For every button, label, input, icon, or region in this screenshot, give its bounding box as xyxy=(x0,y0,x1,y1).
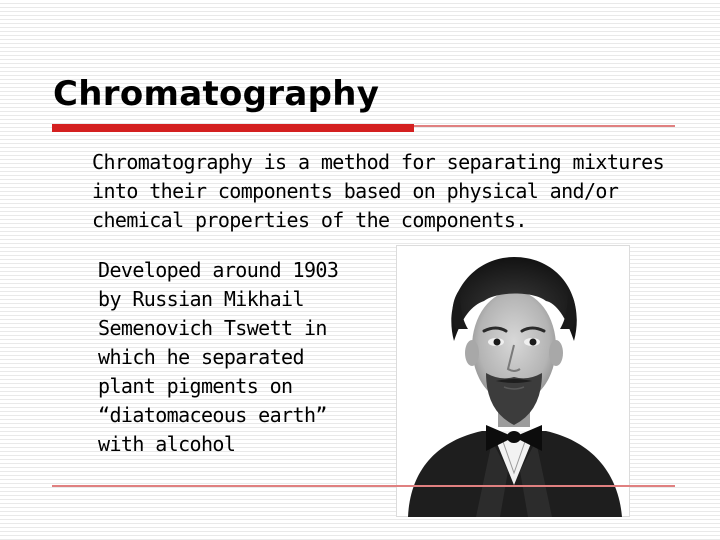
history-line: by Russian Mikhail xyxy=(98,287,304,311)
history-line: Developed around 1903 xyxy=(98,258,339,282)
portrait-photo xyxy=(396,245,630,517)
history-line: which he separated xyxy=(98,345,304,369)
history-line: Semenovich Tswett in xyxy=(98,316,327,340)
history-text xyxy=(98,256,398,459)
definition-text: Chromatography is a method for separating mixtures into their components based on physical and/or chemical properties of the components. xyxy=(92,150,665,232)
title-accent-bar xyxy=(52,124,414,132)
slide-title: Chromatography xyxy=(53,74,380,114)
history-line: plant pigments on xyxy=(98,374,293,398)
title-underline-rule xyxy=(414,125,675,127)
history-line: “diatomaceous earth” xyxy=(98,403,327,427)
bottom-rule xyxy=(52,485,675,487)
history-line: with alcohol xyxy=(98,432,236,456)
